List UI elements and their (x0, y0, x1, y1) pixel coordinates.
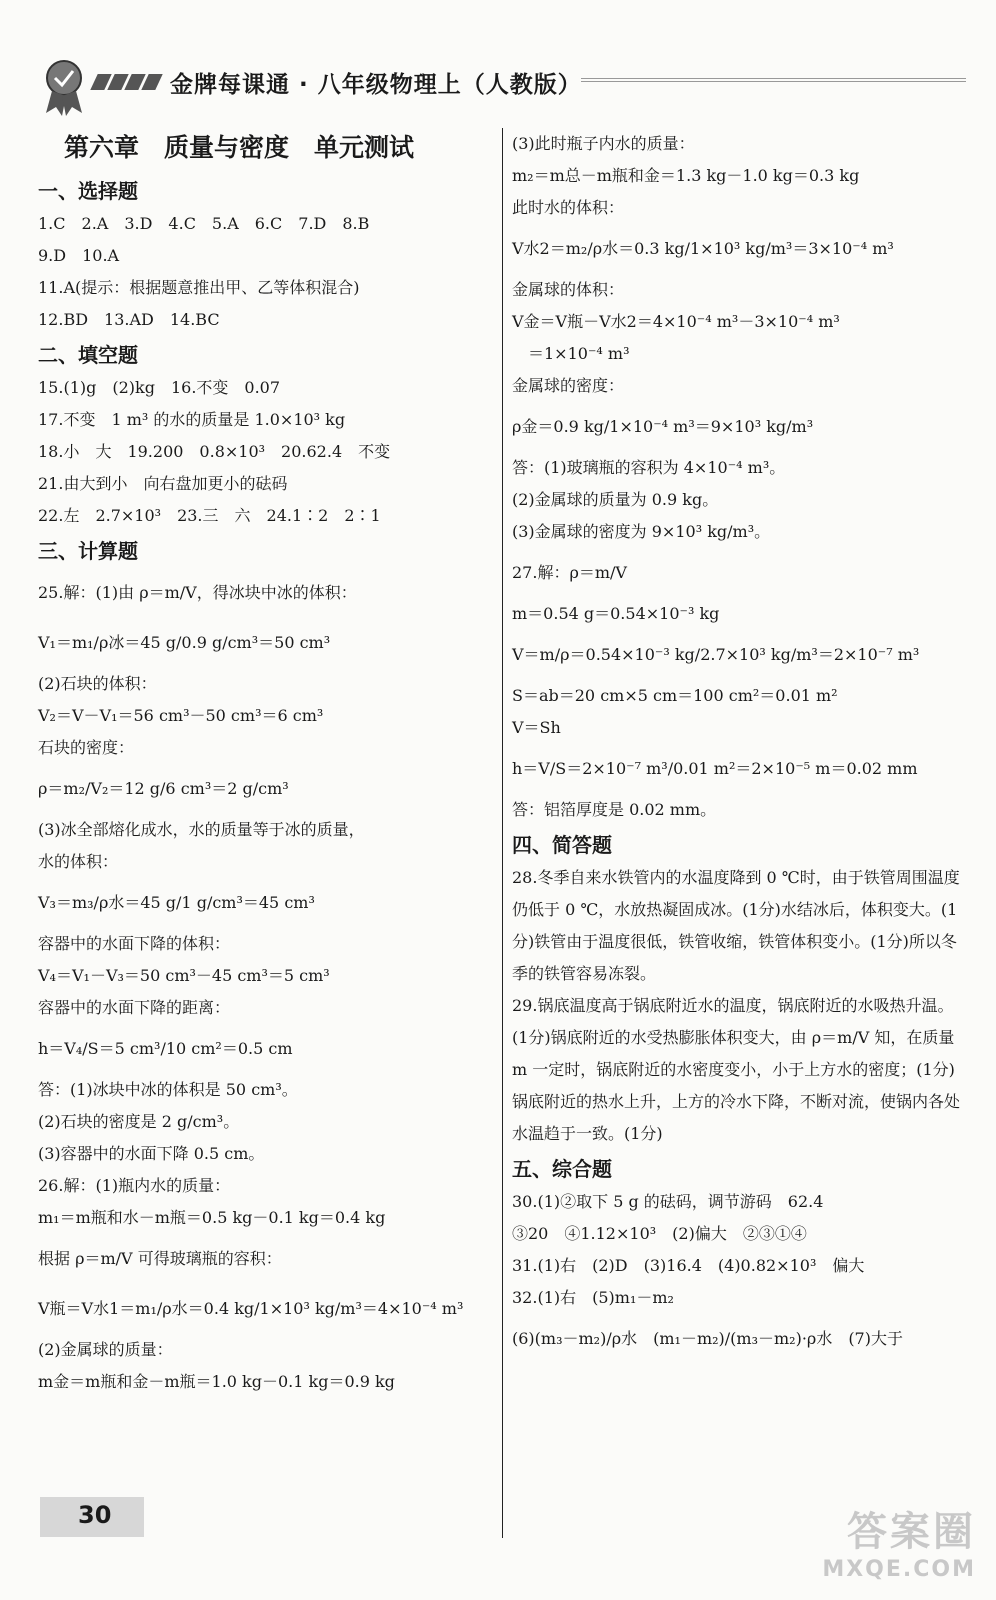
answer-line: ③20 ④1.12×10³ (2)偏大 ②③①④ (512, 1224, 807, 1243)
header-title: 金牌每课通 · 八年级物理上（人教版） (170, 72, 582, 98)
answer-line: 答：(1)冰块中冰的体积是 50 cm³。 (38, 1080, 298, 1099)
answer-line: (2)金属球的质量为 0.9 kg。 (512, 490, 719, 509)
section-heading: 一、选择题 (38, 179, 138, 203)
page-number-box (40, 1497, 144, 1537)
chapter-title: 第六章 质量与密度 单元测试 (64, 133, 415, 162)
header-rule (581, 78, 966, 82)
section-heading: 二、填空题 (38, 343, 138, 367)
answer-line: V金＝V瓶－V水2＝4×10⁻⁴ m³－3×10⁻⁴ m³ (512, 312, 840, 331)
answer-line: V₂＝V－V₁＝56 cm³－50 cm³＝6 cm³ (38, 706, 324, 725)
answer-line: m＝0.54 g＝0.54×10⁻³ kg (512, 604, 720, 623)
page-header (36, 58, 966, 118)
answer-line: m金＝m瓶和金－m瓶＝1.0 kg－0.1 kg＝0.9 kg (38, 1372, 395, 1391)
answer-line: (3)冰全部熔化成水，水的质量等于冰的质量， (38, 820, 365, 839)
answer-line: 答：铝箔厚度是 0.02 mm。 (512, 800, 717, 819)
formula-line: V水2＝m₂/ρ水＝0.3 kg/1×10³ kg/m³＝3×10⁻⁴ m³ (512, 239, 894, 258)
answer-line: (2)金属球的质量： (38, 1340, 173, 1359)
answer-line: 金属球的体积： (512, 280, 625, 299)
section-heading: 五、综合题 (512, 1157, 612, 1181)
answer-line: 答：(1)玻璃瓶的容积为 4×10⁻⁴ m³。 (512, 458, 786, 477)
answer-paragraph: 29.锅底温度高于锅底附近水的温度，锅底附近的水吸热升温。(1分)锅底附近的水受热膨胀体积变大，由 ρ＝m/V 知，在质量 m 一定时，锅底附近的水密度变小，小于上方水的密度；(1分)锅底附近的热水上升，上方的冷水下降，不断对流，使锅内各处水温趋于一致。(1分) (512, 996, 961, 1143)
answer-line: (3)容器中的水面下降 0.5 cm。 (38, 1144, 265, 1163)
formula-line: 27.解：ρ＝m/V (512, 563, 627, 582)
section-heading: 三、计算题 (38, 539, 138, 563)
header-stripes (94, 74, 162, 94)
answer-line: 30.(1)②取下 5 g 的砝码，调节游码 62.4 (512, 1192, 824, 1211)
page-number: 30 (78, 1501, 112, 1529)
answer-line: 容器中的水面下降的距离： (38, 998, 231, 1017)
formula-line: (6)(m₃－m₂)/ρ水 (m₁－m₂)/(m₃－m₂)·ρ水 (7)大于 (512, 1329, 903, 1348)
answer-line: 18.小 大 19.200 0.8×10³ 20.62.4 不变 (38, 442, 391, 461)
answer-line: 26.解：(1)瓶内水的质量： (38, 1176, 231, 1195)
answer-line: ＝1×10⁻⁴ m³ (512, 344, 630, 363)
answer-line: m₂＝m总－m瓶和金＝1.3 kg－1.0 kg＝0.3 kg (512, 166, 860, 185)
answer-line: 32.(1)右 (5)m₁－m₂ (512, 1288, 674, 1307)
answer-paragraph: 28.冬季自来水铁管内的水温度降到 0 ℃时，由于铁管周围温度仍低于 0 ℃，水放热凝固成冰。(1分)水结冰后，体积变大。(1分)铁管由于温度很低，铁管收缩，铁管体积变小。(1分)所以冬季的铁管容易冻裂。 (512, 868, 960, 983)
formula-line: 根据 ρ＝m/V 可得玻璃瓶的容积： (38, 1249, 282, 1268)
answer-line: 金属球的密度： (512, 376, 625, 395)
answer-line: 17.不变 1 m³ 的水的质量是 1.0×10³ kg (38, 410, 346, 429)
answer-line: 11.A(提示：根据题意推出甲、乙等体积混合) (38, 278, 360, 297)
answer-line: (3)此时瓶子内水的质量： (512, 134, 695, 153)
column-divider (502, 128, 503, 1538)
formula-line: ρ＝m₂/V₂＝12 g/6 cm³＝2 g/cm³ (38, 779, 289, 798)
formula-line: h＝V/S＝2×10⁻⁷ m³/0.01 m²＝2×10⁻⁵ m＝0.02 mm (512, 759, 918, 778)
answer-line: 31.(1)右 (2)D (3)16.4 (4)0.82×10³ 偏大 (512, 1256, 865, 1275)
answer-line: S＝ab＝20 cm×5 cm＝100 cm²＝0.01 m² (512, 686, 838, 705)
answer-line: V＝Sh (512, 718, 561, 737)
formula-line: ρ金＝0.9 kg/1×10⁻⁴ m³＝9×10³ kg/m³ (512, 417, 814, 436)
left-column (38, 128, 500, 1398)
answer-line: 22.左 2.7×10³ 23.三 六 24.1∶2 2∶1 (38, 506, 381, 525)
answer-line: V₄＝V₁－V₃＝50 cm³－45 cm³＝5 cm³ (38, 966, 330, 985)
formula-line: V＝m/ρ＝0.54×10⁻³ kg/2.7×10³ kg/m³＝2×10⁻⁷ m³ (512, 645, 920, 664)
formula-line: h＝V₄/S＝5 cm³/10 cm²＝0.5 cm (38, 1039, 293, 1058)
answer-line: 15.(1)g (2)kg 16.不变 0.07 (38, 378, 281, 397)
answer-line: 21.由大到小 向右盘加更小的砝码 (38, 474, 288, 493)
formula-line: V₁＝m₁/ρ冰＝45 g/0.9 g/cm³＝50 cm³ (38, 633, 331, 652)
right-column (512, 128, 962, 1364)
watermark-url: MXQE.COM (822, 1557, 976, 1582)
formula-line: 25.解：(1)由 ρ＝m/V，得冰块中冰的体积： (38, 583, 357, 602)
answer-line: 水的体积： (38, 852, 119, 871)
answer-line: (2)石块的密度是 2 g/cm³。 (38, 1112, 240, 1131)
answer-line: 容器中的水面下降的体积： (38, 934, 231, 953)
answer-line: 石块的密度： (38, 738, 135, 757)
right-body (512, 128, 962, 1364)
answer-line: 9.D 10.A (38, 246, 120, 265)
answer-line: 1.C 2.A 3.D 4.C 5.A 6.C 7.D 8.B (38, 214, 370, 233)
formula-line: V瓶＝V水1＝m₁/ρ水＝0.4 kg/1×10³ kg/m³＝4×10⁻⁴ m³ (38, 1299, 464, 1318)
watermark-logo: 答案圈 (847, 1509, 976, 1555)
answer-line: 12.BD 13.AD 14.BC (38, 310, 220, 329)
formula-line: V₃＝m₃/ρ水＝45 g/1 g/cm³＝45 cm³ (38, 893, 315, 912)
answer-line: 此时水的体积： (512, 198, 625, 217)
ribbon-badge-icon (40, 58, 92, 118)
left-body (38, 174, 500, 1398)
section-heading: 四、简答题 (512, 833, 612, 857)
answer-line: m₁＝m瓶和水－m瓶＝0.5 kg－0.1 kg＝0.4 kg (38, 1208, 386, 1227)
answer-line: (3)金属球的密度为 9×10³ kg/m³。 (512, 522, 771, 541)
watermark (822, 1500, 976, 1582)
answer-line: (2)石块的体积： (38, 674, 157, 693)
